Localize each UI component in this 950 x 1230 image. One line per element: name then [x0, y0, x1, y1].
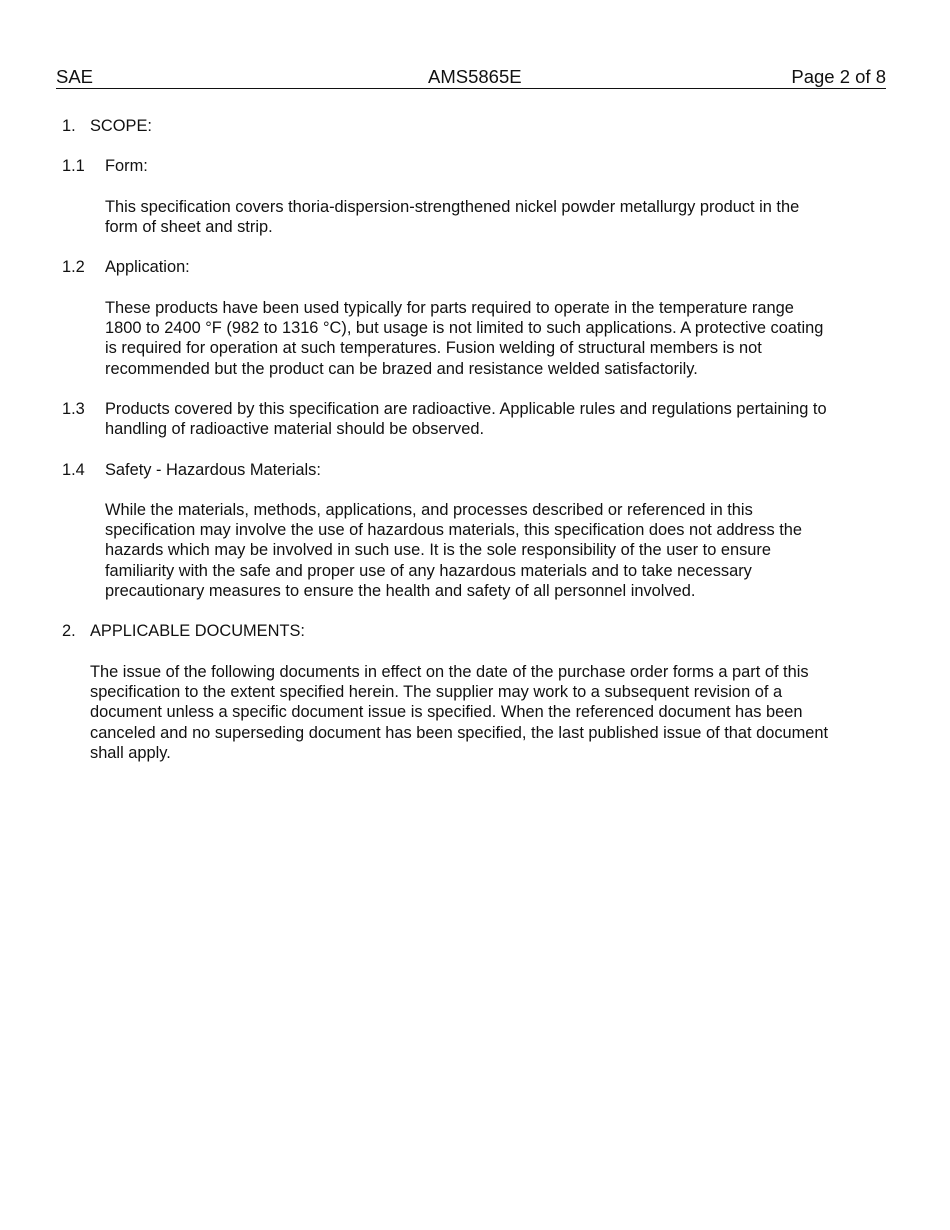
- section-1-2-body: [105, 298, 823, 379]
- paragraph-line: The issue of the following documents in effect on the date of the purchase order forms a part of this: [90, 663, 809, 681]
- paragraph-line: While the materials, methods, applications, and processes described or referenced in this: [105, 501, 753, 519]
- paragraph-line: is required for operation at such temperatures. Fusion welding of structural members is not: [105, 339, 762, 358]
- paragraph-line: canceled and no superseding document has been specified, the last published issue of that document: [90, 723, 829, 742]
- header-organization: SAE: [56, 66, 94, 87]
- section-1-1-number: 1.1: [62, 157, 85, 175]
- paragraph-line: This specification covers thoria-dispersion-strengthened nickel powder metallurgy product in the: [105, 198, 800, 216]
- paragraph-line: shall apply.: [90, 743, 171, 762]
- section-1-3-number: 1.3: [62, 400, 85, 418]
- paragraph-line: specification may involve the use of hazardous materials, this specification does not address the: [105, 521, 802, 540]
- section-1-4-title: Safety - Hazardous Materials:: [105, 461, 321, 479]
- paragraph-line: form of sheet and strip.: [105, 218, 273, 237]
- section-1-4-body: [105, 500, 802, 601]
- section-2-body: [90, 662, 828, 763]
- section-1-1-title: Form:: [105, 157, 148, 175]
- section-1-3-body: [105, 399, 827, 439]
- section-1-2-number: 1.2: [62, 258, 85, 276]
- paragraph-line: These products have been used typically for parts required to operate in the temperature range: [105, 299, 794, 317]
- header-page-number: Page 2 of 8: [791, 66, 886, 87]
- paragraph-line: recommended but the product can be brazed and resistance welded satisfactorily.: [105, 359, 698, 378]
- section-1-2-title: Application:: [105, 258, 190, 276]
- paragraph-line: familiarity with the safe and proper use of any hazardous materials and to take necessary: [105, 561, 752, 580]
- paragraph-line: document unless a specific document issue is specified. When the referenced document has been: [90, 703, 803, 722]
- paragraph-line: Products covered by this specification are radioactive. Applicable rules and regulations pertaining to: [105, 400, 827, 418]
- section-2-number: 2.: [62, 622, 76, 640]
- section-1-4-number: 1.4: [62, 461, 85, 479]
- page-header: [56, 66, 886, 89]
- paragraph-line: hazards which may be involved in such use. It is the sole responsibility of the user to ensure: [105, 541, 771, 560]
- section-2-title: APPLICABLE DOCUMENTS:: [90, 622, 305, 640]
- section-1-number: 1.: [62, 117, 76, 135]
- section-1-title: SCOPE:: [90, 117, 152, 135]
- paragraph-line: precautionary measures to ensure the health and safety of all personnel involved.: [105, 581, 696, 600]
- paragraph-line: 1800 to 2400 °F (982 to 1316 °C), but usage is not limited to such applications. A protective coating: [105, 319, 824, 338]
- header-document-number: AMS5865E: [428, 66, 522, 87]
- paragraph-line: handling of radioactive material should be observed.: [105, 420, 485, 439]
- paragraph-line: specification to the extent specified herein. The supplier may work to a subsequent revision of a: [90, 683, 783, 702]
- section-1-1-body: [105, 197, 799, 237]
